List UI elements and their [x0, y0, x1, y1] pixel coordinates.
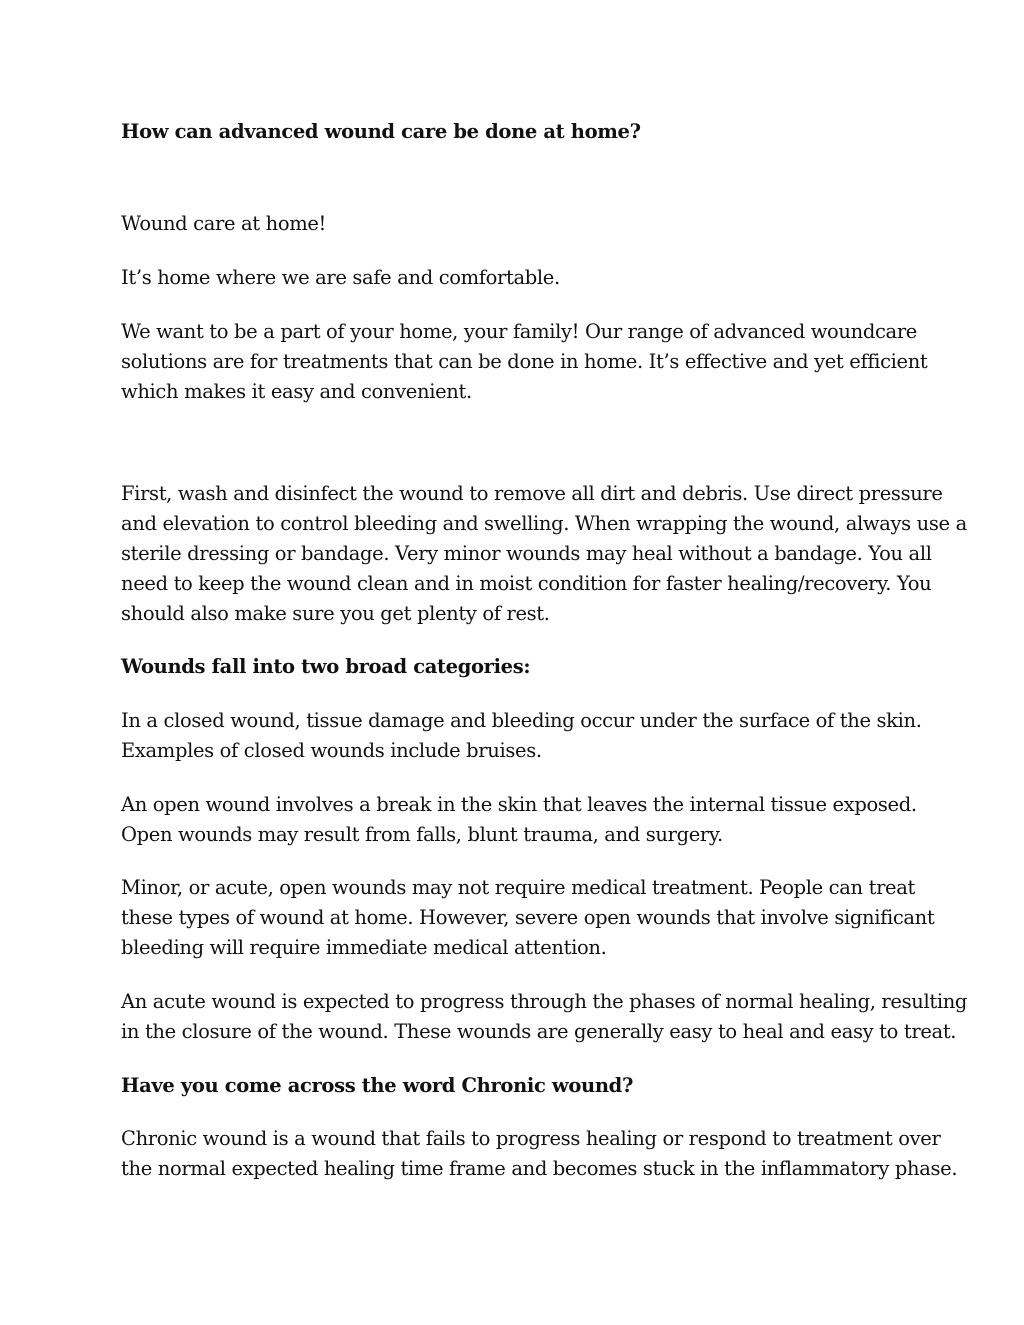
- section-heading: Have you come across the word Chronic wound?: [121, 1074, 634, 1097]
- paragraph-line: sterile dressing or bandage. Very minor wounds may heal without a bandage. You all: [121, 542, 932, 565]
- paragraph-line: An open wound involves a break in the skin that leaves the internal tissue exposed.: [121, 793, 917, 816]
- paragraph-line: solutions are for treatments that can be done in home. It’s effective and yet efficient: [121, 350, 928, 373]
- paragraph-line: which makes it easy and convenient.: [121, 380, 472, 403]
- paragraph-line: need to keep the wound clean and in moist condition for faster healing/recovery. You: [121, 572, 932, 595]
- paragraph-line: and elevation to control bleeding and swelling. When wrapping the wound, always use a: [121, 512, 967, 535]
- document-title: How can advanced wound care be done at home?: [121, 120, 641, 143]
- intro-line: Wound care at home!: [121, 212, 327, 235]
- paragraph-line: In a closed wound, tissue damage and bleeding occur under the surface of the skin.: [121, 709, 922, 732]
- section-heading: Wounds fall into two broad categories:: [121, 655, 531, 678]
- paragraph-line: the normal expected healing time frame and becomes stuck in the inflammatory phase.: [121, 1157, 958, 1180]
- paragraph-line: Examples of closed wounds include bruises.: [121, 739, 542, 762]
- paragraph-line: these types of wound at home. However, severe open wounds that involve significant: [121, 906, 935, 929]
- paragraph-line: First, wash and disinfect the wound to remove all dirt and debris. Use direct pressure: [121, 482, 943, 505]
- paragraph-line: should also make sure you get plenty of rest.: [121, 602, 550, 625]
- paragraph-line: in the closure of the wound. These wounds are generally easy to heal and easy to treat.: [121, 1020, 957, 1043]
- paragraph-line: Minor, or acute, open wounds may not require medical treatment. People can treat: [121, 876, 915, 899]
- intro-line: It’s home where we are safe and comfortable.: [121, 266, 560, 289]
- paragraph-line: An acute wound is expected to progress through the phases of normal healing, resulting: [121, 990, 968, 1013]
- paragraph-line: Open wounds may result from falls, blunt trauma, and surgery.: [121, 823, 723, 846]
- paragraph-line: bleeding will require immediate medical attention.: [121, 936, 607, 959]
- paragraph-line: Chronic wound is a wound that fails to progress healing or respond to treatment over: [121, 1127, 941, 1150]
- paragraph-line: We want to be a part of your home, your family! Our range of advanced woundcare: [121, 320, 917, 343]
